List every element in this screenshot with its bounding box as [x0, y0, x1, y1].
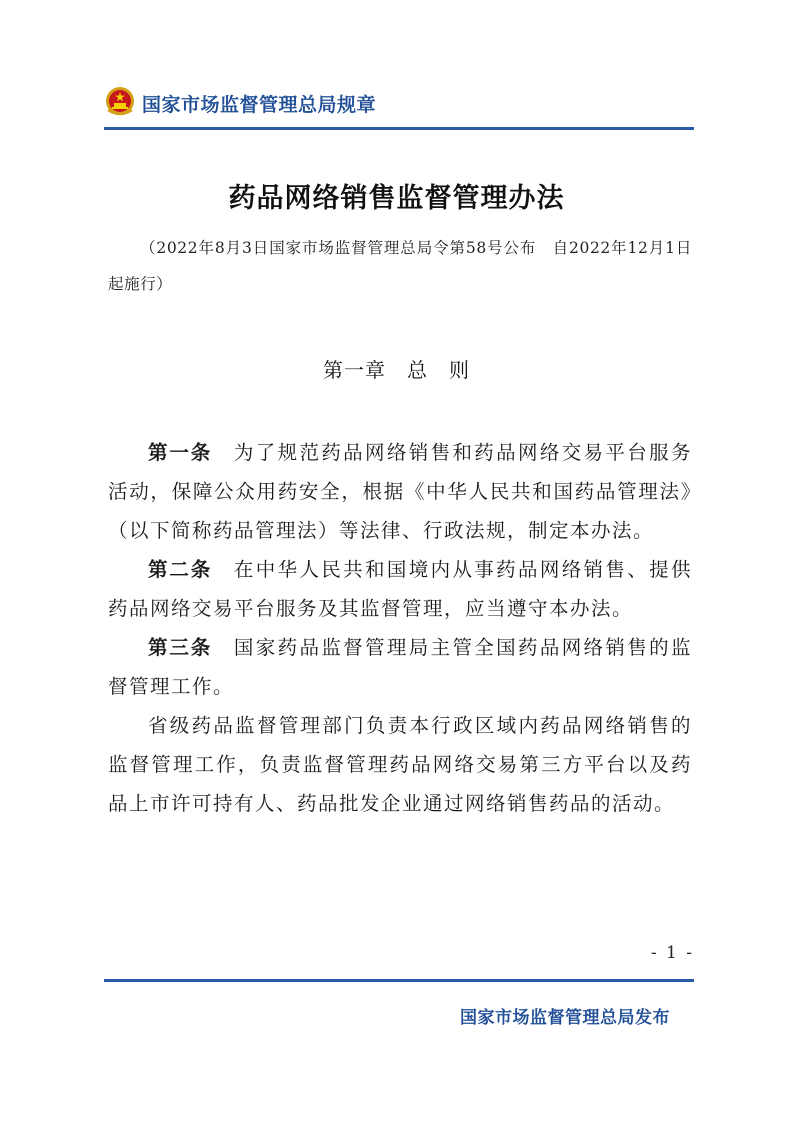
chapter-heading: 第一章 总 则: [323, 358, 470, 382]
article-number: 第二条: [148, 558, 213, 581]
page-number: - 1 -: [650, 943, 694, 963]
national-emblem-icon: [104, 86, 136, 118]
promulgation-note: （2022年8月3日国家市场监督管理总局令第58号公布 自2022年12月1日起施行）: [108, 239, 692, 293]
article-number: 第三条: [148, 636, 213, 659]
article-text: 国家药品监督管理局主管全国药品网络销售的监督管理工作。: [108, 636, 692, 698]
document-title: 药品网络销售监督管理办法: [228, 183, 565, 214]
footer-publisher: 国家市场监督管理总局发布: [460, 1008, 670, 1028]
article-text: 省级药品监督管理部门负责本行政区域内药品网络销售的监督管理工作，负责监督管理药品网络交易第三方平台以及药品上市许可持有人、药品批发企业通过网络销售药品的活动。: [108, 714, 692, 815]
article-paragraph: [108, 433, 692, 550]
document-body: [108, 433, 692, 823]
footer-divider: [104, 979, 694, 982]
article-text: 在中华人民共和国境内从事药品网络销售、提供药品网络交易平台服务及其监督管理，应当遵守本办法。: [108, 558, 692, 620]
article-paragraph: [108, 550, 692, 628]
article-number: 第一条: [148, 441, 213, 464]
article-paragraph: [108, 706, 692, 823]
header-divider: [104, 127, 694, 130]
article-paragraph: [108, 628, 692, 706]
document-header: [104, 84, 694, 124]
article-text: 为了规范药品网络销售和药品网络交易平台服务活动，保障公众用药安全，根据《中华人民共和国药品管理法》（以下简称药品管理法）等法律、行政法规，制定本办法。: [108, 441, 692, 542]
header-title: 国家市场监督管理总局规章: [142, 94, 377, 116]
